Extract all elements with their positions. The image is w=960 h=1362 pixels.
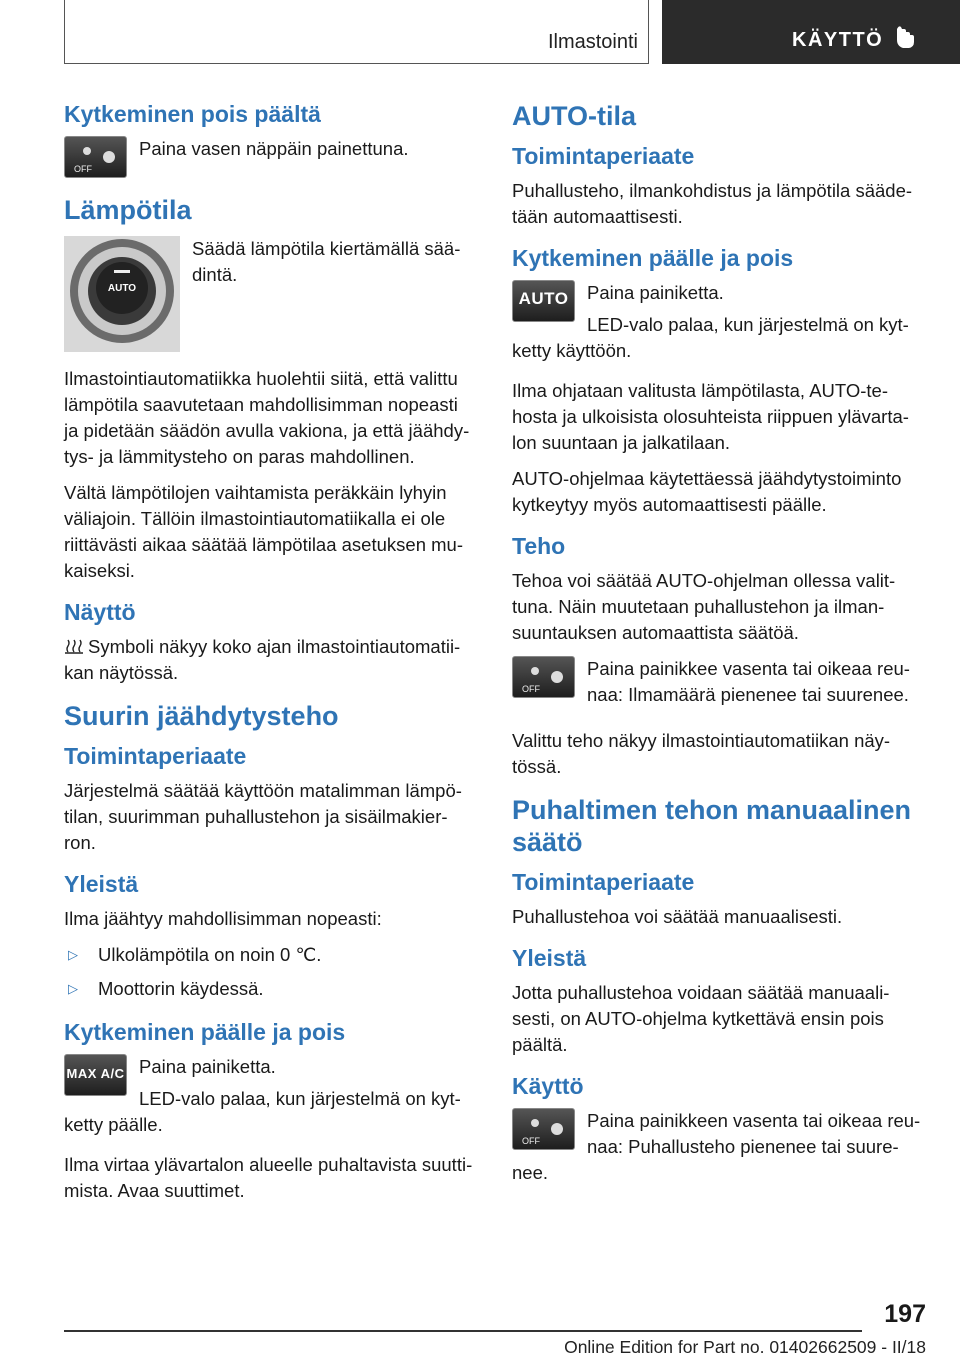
heading-principle-2: Toimintaperiaate: [512, 869, 695, 895]
auto-block: [512, 280, 924, 374]
heading-power: Teho: [512, 533, 566, 559]
heading-general: Yleistä: [512, 945, 587, 971]
heading-manual: Puhaltimen tehon manuaalinen säätö: [512, 795, 912, 857]
max-ac-symbol-icon: [64, 638, 84, 654]
display-paragraph: [64, 634, 476, 686]
principle2-text: Puhallustehoa voi säätää manuaalisesti.: [512, 906, 843, 927]
chapter-title: KÄYTTÖ: [792, 29, 884, 51]
svg-text:OFF: OFF: [522, 684, 540, 694]
general-text: Ilma jäähtyy mahdollisimman nopeasti:: [64, 908, 382, 929]
heading-principle: Toimintaperiaate: [512, 143, 695, 169]
heading-principle: Toimintaperiaate: [64, 743, 247, 769]
power-block: [512, 656, 924, 718]
temp-knob-image: [64, 236, 180, 352]
right-column: [512, 100, 924, 1206]
max-ac-button-image: MAX A/C: [64, 1054, 127, 1096]
page-number: 197: [884, 1300, 926, 1328]
list-item: ▷ Ulkolämpötila on noin 0 ℃.: [64, 942, 476, 968]
temp-paragraph-1: Ilmastointiautomatiikka huolehtii siitä, että valittu lämpötila saavutetaan mahdollisimman nopeasti ja pidetään säädön avulla vakiona, ja että jäähdy-tys- ja lämmitysteho on paras mahdollinen.: [64, 368, 470, 467]
auto-paragraph-2: AUTO-ohjelmaa käytettäessä jäähdytystoiminto kytkeytyy myös automaattisesti päälle.: [512, 468, 902, 515]
svg-text:OFF: OFF: [74, 164, 92, 174]
heading-on-off: Kytkeminen päälle ja pois: [64, 1019, 346, 1045]
triangle-bullet-icon: ▷: [68, 947, 78, 962]
auto-button-image: AUTO: [512, 280, 575, 322]
fan-icon: [65, 137, 128, 179]
temp-text: Säädä lämpötila kiertämällä sää-dintä.: [192, 238, 461, 285]
principle-text: Puhallusteho, ilmankohdistus ja lämpötila sääde-tään automaattisesti.: [512, 180, 913, 227]
heading-max-cooling: Suurin jäähdytysteho: [64, 701, 339, 731]
fan-button-image: [512, 656, 575, 698]
section-title: Ilmastointi: [547, 31, 638, 53]
fan-icon: [513, 1109, 576, 1151]
fan-button-image: [64, 136, 127, 178]
triangle-bullet-icon: ▷: [68, 981, 78, 996]
svg-text:OFF: OFF: [522, 1136, 540, 1146]
heading-general: Yleistä: [64, 871, 139, 897]
fan-button-image: [512, 1108, 575, 1150]
list-item: ▷ Moottorin käydessä.: [64, 976, 476, 1002]
off-text: Paina vasen näppäin painettuna.: [139, 138, 409, 159]
heading-auto: AUTO-tila: [512, 101, 637, 131]
power-text: Tehoa voi säätää AUTO-ohjelman ollessa valit-tuna. Näin muutetaan puhallustehon ja ilman-suuntauksen automaattista säätöä.: [512, 570, 896, 643]
fan-icon: [513, 657, 576, 699]
left-column: [64, 100, 476, 1214]
display-text: Symboli näkyy koko ajan ilmastointiautomatii-kan näytössä.: [64, 636, 461, 683]
onoff-text-2: LED-valo palaa, kun järjestelmä on kyt-ketty käyttöön.: [512, 314, 909, 361]
power-text-2: Valittu teho näkyy ilmastointiautomatiikan näy-tössä.: [512, 730, 891, 777]
max-ac-block: [64, 1054, 476, 1148]
power-button-text: Paina painikkee vasenta tai oikeaa reu-naa: Ilmamäärä pienenee tai suurenee.: [587, 658, 910, 705]
onoff-text-1: Paina painiketta.: [587, 282, 724, 303]
use-block: [512, 1108, 924, 1196]
use-text: Paina painikkeen vasenta tai oikeaa reu-naa: Puhallusteho pienenee tai suure-nee.: [512, 1110, 921, 1183]
edition-text: Online Edition for Part no. 01402662509 - II/18: [564, 1337, 926, 1357]
heading-temp: Lämpötila: [64, 195, 192, 225]
header-chapter-tab: [662, 0, 960, 64]
general-text: Jotta puhallustehoa voidaan säätää manuaali-sesti, on AUTO-ohjelma kytkettävä ensin pois päältä.: [512, 982, 890, 1055]
footer-divider: [64, 1330, 862, 1332]
off-block: [64, 136, 476, 182]
pointing-hand-icon: [894, 26, 916, 50]
heading-on-off: Kytkeminen päälle ja pois: [512, 245, 794, 271]
principle-text: Järjestelmä säätää käyttöön matalimman lämpö-tilan, suurimman puhallustehon ja sisäilmakier-ron.: [64, 780, 462, 853]
knob-icon: [64, 236, 180, 352]
on-text-2: LED-valo palaa, kun järjestelmä on kyt-ketty päälle.: [64, 1088, 461, 1135]
heading-off: Kytkeminen pois päältä: [64, 101, 321, 127]
auto-paragraph-1: Ilma ohjataan valitusta lämpötilasta, AUTO-te-hosta ja ulkoisista olosuhteista riippuen ylävarta-lon suuntaan ja jalkatilaan.: [512, 380, 909, 453]
on-text-3: Ilma virtaa ylävartalon alueelle puhaltavista suutti-mista. Avaa suuttimet.: [64, 1154, 473, 1201]
heading-use: Käyttö: [512, 1073, 584, 1099]
temp-paragraph-2: Vältä lämpötilojen vaihtamista peräkkäin lyhyin väliajoin. Tällöin ilmastointiautomatiikalla ei ole riittävästi aikaa säätää lämpötilaa asetuksen mu-kaiseksi.: [64, 482, 463, 581]
svg-text:AUTO: AUTO: [107, 283, 137, 294]
heading-display: Näyttö: [64, 599, 136, 625]
on-text-1: Paina painiketta.: [139, 1056, 276, 1077]
temp-block: [64, 236, 476, 356]
